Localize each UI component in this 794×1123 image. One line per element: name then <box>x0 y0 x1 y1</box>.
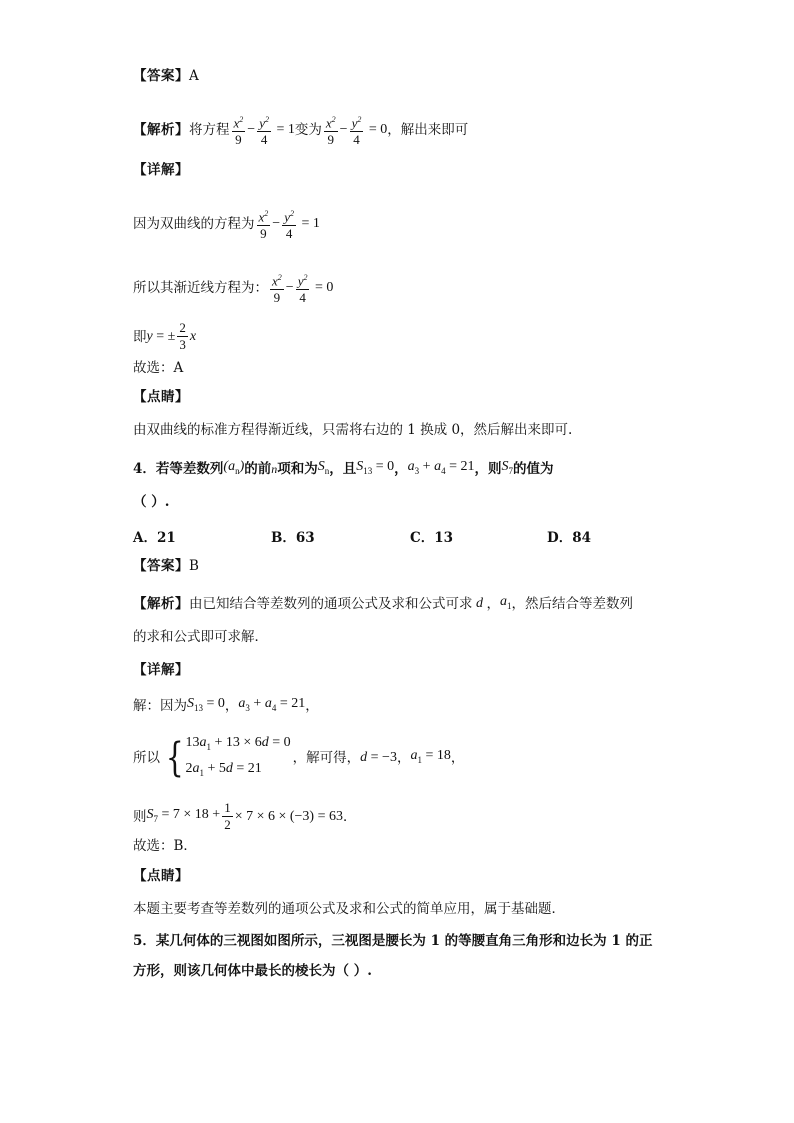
choose-text: 故选：B． <box>133 838 197 854</box>
fraction: $\frac{y^2}{4}$ <box>257 112 271 148</box>
detail-text: ． <box>343 808 357 825</box>
stem-text: ，且 <box>329 460 357 477</box>
answer-value: A <box>189 68 199 84</box>
q5-stem-line-1 <box>133 931 734 951</box>
fraction: $\frac{1}{2}$ <box>224 800 231 832</box>
detail-text: 因为双曲线的方程为 <box>133 216 255 233</box>
fraction: $\frac{y^2}{4}$ <box>296 270 310 306</box>
analysis-text: ，解出来即可 <box>387 122 469 139</box>
q4-detail-line-2: 所以 { $13a_1 + 13 \times 6d = 0$ $2a_1 + 5d = 21$ ，解可得， d = −3 ， $a_1 = 18$ ， <box>133 736 734 780</box>
option-a: A．21 <box>133 530 176 546</box>
answer-tag: 【答案】 <box>133 68 189 84</box>
fraction: $\frac{2}{3}$ <box>179 320 186 352</box>
fraction: $\frac{x^2}{9}$ <box>257 206 271 242</box>
analysis-tag: 【解析】 <box>133 122 189 139</box>
analysis-tag: 【解析】 <box>133 595 189 612</box>
detail-text: 即 <box>133 328 147 345</box>
q4-choose-line <box>133 836 734 856</box>
q3-detail-line-1: 因为双曲线的方程为 $\frac{x^2}{9}$ − $\frac{y^2}{4}$ = 1 <box>133 206 734 242</box>
q4-comment-line <box>133 899 734 919</box>
stem-text: 5．某几何体的三视图如图所示，三视图是腰长为 1 的等腰直角三角形和边长为 1 的正 <box>133 933 653 949</box>
q4-analysis-line-1: 【解析】 由已知结合等差数列的通项公式及求和公式可求 d ， $a_1$ ，然后结合等差数列 <box>133 594 633 612</box>
q4-analysis-line-2 <box>133 627 734 647</box>
q3-choose-line <box>133 358 734 378</box>
q3-answer-line <box>133 66 734 86</box>
q4-answer-line <box>133 556 734 576</box>
detail-text: 所以其渐近线方程为： <box>133 280 268 297</box>
detail-text: ，解可得， <box>292 750 361 766</box>
q4-paren-line <box>133 492 734 512</box>
stem-text: 方形，则该几何体中最长的棱长为（ ）. <box>133 963 372 979</box>
q3-detail-line-3: 即 y = ± $\frac{2}{3}$ x <box>133 320 197 352</box>
fraction: $\frac{x^2}{9}$ <box>324 112 338 148</box>
answer-tag: 【答案】 <box>133 558 189 574</box>
detail-text: ， <box>224 697 239 714</box>
q4-detail-line-1: 解：因为 $S_{13} = 0$ ， $a_3 + a_4 = 21$ ， <box>133 696 319 714</box>
fraction: $\frac{y^2}{4}$ <box>282 206 296 242</box>
analysis-text: ，然后结合等差数列 <box>511 595 633 612</box>
detail-tag: 【详解】 <box>133 162 189 178</box>
option-d: D．84 <box>547 530 591 546</box>
q3-comment-line <box>133 420 734 440</box>
q3-analysis-line: 【解析】 将方程 $\frac{x^2}{9}$ − $\frac{y^2}{4}$ = 1 变为 $\frac{x^2}{9}$ − $\frac{y^2}{4}$ = 0 ，解出来即可 <box>133 112 734 148</box>
q5-stem-line-2 <box>133 961 734 981</box>
analysis-text: 的求和公式即可求解． <box>133 629 268 645</box>
q4-stem-line: 4．若等差数列 $(a_n)$ 的前 n 项和为 $S_n$ ，且 $S_{13} = 0$ ， $a_3 + a_4 = 21$ ，则 $S_7$ 的值为 <box>133 459 554 477</box>
stem-text: 的值为 <box>512 460 554 477</box>
stem-text: 4．若等差数列 <box>133 460 224 477</box>
stem-text: 项和为 <box>277 460 318 477</box>
stem-text: 的前 <box>244 460 272 477</box>
comment-text: 本题主要考查等差数列的通项公式及求和公式的简单应用，属于基础题． <box>133 901 565 917</box>
answer-paren: （ ）. <box>133 494 170 510</box>
detail-text: ， <box>305 697 319 714</box>
q4-detail-tag-line <box>133 660 734 680</box>
q3-detail-line-2: 所以其渐近线方程为： $\frac{x^2}{9}$ − $\frac{y^2}{4}$ = 0 <box>133 270 734 306</box>
fraction: $\frac{y^2}{4}$ <box>350 112 364 148</box>
stem-text: ，则 <box>474 460 502 477</box>
analysis-text: 变为 <box>294 122 322 139</box>
detail-tag: 【详解】 <box>133 662 189 678</box>
comment-tag: 【点睛】 <box>133 868 189 884</box>
equation-system: { $13a_1 + 13 \times 6d = 0$ $2a_1 + 5d = 21$ <box>165 735 291 781</box>
fraction: $\frac{x^2}{9}$ <box>270 270 284 306</box>
stem-text: ， <box>394 460 408 477</box>
q3-comment-tag-line <box>133 387 734 407</box>
q4-detail-line-3: 则 $S_7 = 7 \times 18$ + $\frac{1}{2}$ × 7 × 6 × (−3) = 63 ． <box>133 800 357 832</box>
option-c: C．13 <box>410 530 454 546</box>
detail-text: 则 <box>133 808 147 825</box>
detail-text: ， <box>450 750 465 766</box>
q3-detail-tag-line <box>133 160 734 180</box>
comment-tag: 【点睛】 <box>133 389 189 405</box>
analysis-text: 由已知结合等差数列的通项公式及求和公式可求 <box>189 595 473 612</box>
analysis-text: 将方程 <box>189 122 230 139</box>
choose-text: 故选：A <box>133 360 184 376</box>
comment-text: 由双曲线的标准方程得渐近线，只需将右边的 1 换成 0，然后解出来即可. <box>133 422 573 438</box>
fraction: $\frac{x^2}{9}$ <box>232 112 246 148</box>
detail-text: 所以 <box>133 750 160 766</box>
detail-text: 解：因为 <box>133 697 187 714</box>
answer-value: B <box>189 558 199 574</box>
detail-text: ， <box>396 750 411 766</box>
option-b: B．63 <box>271 530 315 546</box>
q4-comment-tag-line <box>133 866 734 886</box>
